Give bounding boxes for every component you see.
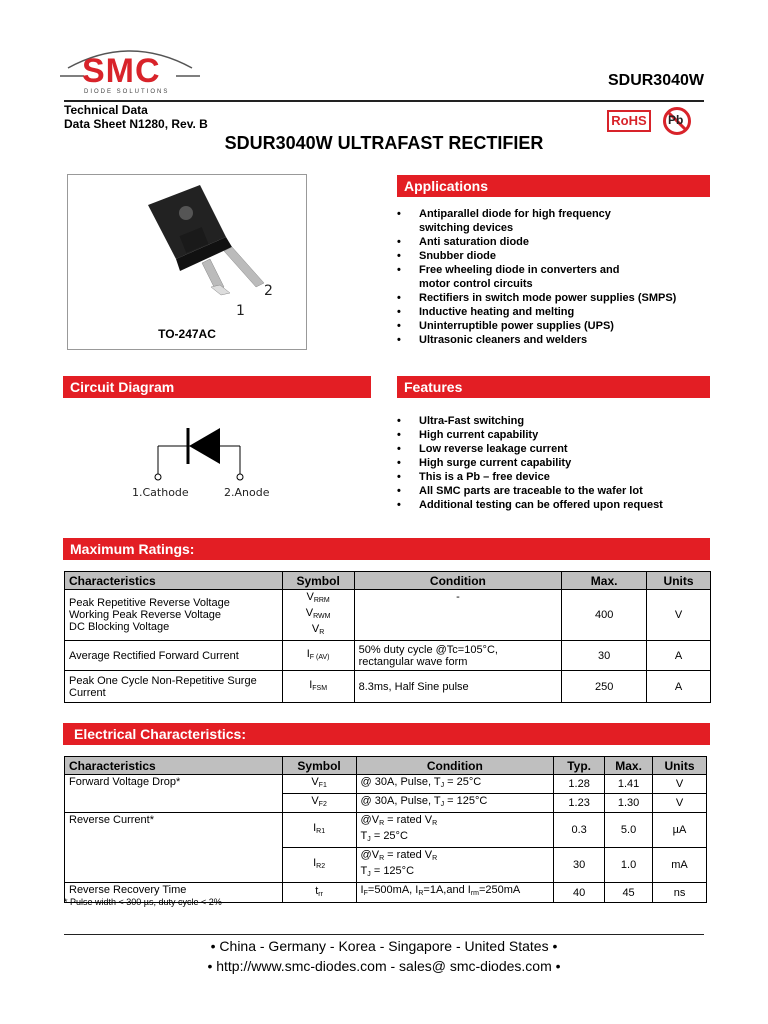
list-item: • Anti saturation diode xyxy=(397,235,710,249)
cathode-label: 1.Cathode xyxy=(132,486,189,499)
table-cell: A xyxy=(647,671,711,703)
to247-package-icon xyxy=(68,175,306,325)
table-cell: $I_{F (AV)}$ xyxy=(282,641,354,671)
table-cell: 1.30 xyxy=(605,794,653,813)
column-header: Typ. xyxy=(554,757,605,775)
list-item: • High current capability xyxy=(397,428,710,442)
table-cell: 30 xyxy=(562,641,647,671)
pin1-label: 1 xyxy=(236,303,245,319)
table-cell: V xyxy=(653,794,707,813)
table-cell: 1.28 xyxy=(554,775,605,794)
footer-locations: • China - Germany - Korea - Singapore - United States • xyxy=(210,938,558,954)
diode-symbol-icon xyxy=(128,418,288,488)
logo-text: SMC xyxy=(82,52,161,90)
list-item: • Ultrasonic cleaners and welders xyxy=(397,333,710,347)
electrical-characteristics-table xyxy=(64,756,707,903)
table-cell: 1.41 xyxy=(605,775,653,794)
column-header: Condition xyxy=(354,572,562,590)
table-cell: $@V_R$ = rated $V_R$ $T_J = 25^\circ C$ xyxy=(356,813,554,848)
table-cell: µA xyxy=(653,813,707,848)
table-cell: $t_{rr}$ xyxy=(282,883,356,903)
table-cell: V xyxy=(647,590,711,641)
list-item: • Antiparallel diode for high frequency switching devices xyxy=(397,207,710,235)
table-row xyxy=(65,641,711,671)
max-ratings-table xyxy=(64,571,711,703)
table-cell: 45 xyxy=(605,883,653,903)
list-item: • This is a Pb – free device xyxy=(397,470,710,484)
list-item: • Rectifiers in switch mode power supplies (SMPS) xyxy=(397,291,710,305)
column-header: Max. xyxy=(562,572,647,590)
table-cell: $I_{FSM}$ xyxy=(282,671,354,703)
table-cell: 30 xyxy=(554,848,605,883)
table-cell: $V_{F1}$ xyxy=(282,775,356,794)
table-cell: mA xyxy=(653,848,707,883)
table-cell: 5.0 xyxy=(605,813,653,848)
table-cell: $@V_R$ = rated $V_R$ $T_J = 125^\circ C$ xyxy=(356,848,554,883)
footer-contact: • http://www.smc-diodes.com - sales@ smc-diodes.com • xyxy=(207,958,561,974)
table-cell: Forward Voltage Drop* xyxy=(65,775,283,813)
table-cell: V xyxy=(653,775,707,794)
part-number: SDUR3040W xyxy=(607,72,704,89)
table-cell: 8.3ms, Half Sine pulse xyxy=(354,671,562,703)
applications-list xyxy=(397,207,710,347)
column-header: Units xyxy=(653,757,707,775)
features-header: Features xyxy=(397,376,710,398)
table-cell: $I_{R2}$ xyxy=(282,848,356,883)
package-image-box xyxy=(67,174,307,350)
anode-label: 2.Anode xyxy=(224,486,270,499)
list-item: • High surge current capability xyxy=(397,456,710,470)
table-cell: $V_{RRM}$ $V_{RWM}$ $V_R$ xyxy=(282,590,354,641)
column-header: Max. xyxy=(605,757,653,775)
list-item: • All SMC parts are traceable to the wafer lot xyxy=(397,484,710,498)
logo-subtitle: DIODE SOLUTIONS xyxy=(84,89,170,95)
header-divider xyxy=(64,100,704,102)
column-header: Condition xyxy=(356,757,554,775)
column-header: Characteristics xyxy=(65,572,283,590)
list-item: • Snubber diode xyxy=(397,249,710,263)
table-cell: @ 30A, Pulse, $T_J = 125^\circ C$ xyxy=(356,794,554,813)
page-title: SDUR3040W ULTRAFAST RECTIFIER xyxy=(224,133,544,153)
list-item: • Additional testing can be offered upon request xyxy=(397,498,710,512)
table-cell: Reverse Recovery Time xyxy=(65,883,283,903)
table-cell: 0.3 xyxy=(554,813,605,848)
features-list xyxy=(397,414,710,512)
table-row xyxy=(65,671,711,703)
table-cell: $I_{R1}$ xyxy=(282,813,356,848)
tech-data-block xyxy=(64,103,208,131)
rohs-badge: RoHS xyxy=(607,110,651,132)
table-cell: $I_F=500mA$, $I_R=1A,and$ $I_{rm}=250mA$ xyxy=(356,883,554,903)
table-cell: Reverse Current* xyxy=(65,813,283,883)
pb-label: Pb xyxy=(668,113,684,127)
column-header: Characteristics xyxy=(65,757,283,775)
table-cell: 1.0 xyxy=(605,848,653,883)
table-cell: Peak One Cycle Non-Repetitive Surge Current xyxy=(65,671,283,703)
footnote: * Pulse width < 300 µs, duty cycle < 2% xyxy=(64,897,222,907)
table-cell: 50% duty cycle @Tc=105°C, rectangular wave form xyxy=(354,641,562,671)
table-row xyxy=(65,590,711,641)
datasheet-revision: Data Sheet N1280, Rev. B xyxy=(64,117,208,131)
pb-free-icon xyxy=(662,106,692,136)
list-item: • Ultra-Fast switching xyxy=(397,414,710,428)
max-ratings-header: Maximum Ratings: xyxy=(63,538,710,560)
table-cell: 1.23 xyxy=(554,794,605,813)
list-item: • Inductive heating and melting xyxy=(397,305,710,319)
table-cell: 400 xyxy=(562,590,647,641)
table-row xyxy=(65,775,707,794)
table-cell: @ 30A, Pulse, $T_J = 25^\circ C$ xyxy=(356,775,554,794)
list-item: • Free wheeling diode in converters and motor control circuits xyxy=(397,263,710,291)
column-header: Units xyxy=(647,572,711,590)
electrical-characteristics-header: Electrical Characteristics: xyxy=(63,723,710,745)
package-label: TO-247AC xyxy=(158,327,216,341)
pin2-label: 2 xyxy=(264,283,273,299)
table-cell: $V_{F2}$ xyxy=(282,794,356,813)
column-header: Symbol xyxy=(282,572,354,590)
smc-logo xyxy=(60,38,200,100)
list-item: • Uninterruptible power supplies (UPS) xyxy=(397,319,710,333)
list-item: • Low reverse leakage current xyxy=(397,442,710,456)
table-cell: ns xyxy=(653,883,707,903)
applications-header: Applications xyxy=(397,175,710,197)
table-cell: Average Rectified Forward Current xyxy=(65,641,283,671)
table-cell: Peak Repetitive Reverse Voltage Working Peak Reverse Voltage DC Blocking Voltage xyxy=(65,590,283,641)
circuit-diagram xyxy=(128,418,288,508)
table-row xyxy=(65,813,707,848)
table-header-row xyxy=(65,572,711,590)
footer-divider xyxy=(64,934,704,935)
table-cell: 250 xyxy=(562,671,647,703)
table-cell: 40 xyxy=(554,883,605,903)
table-header-row xyxy=(65,757,707,775)
table-cell: A xyxy=(647,641,711,671)
circuit-diagram-header: Circuit Diagram xyxy=(63,376,371,398)
tech-data-label: Technical Data xyxy=(64,103,148,117)
column-header: Symbol xyxy=(282,757,356,775)
table-cell: - xyxy=(354,590,562,641)
